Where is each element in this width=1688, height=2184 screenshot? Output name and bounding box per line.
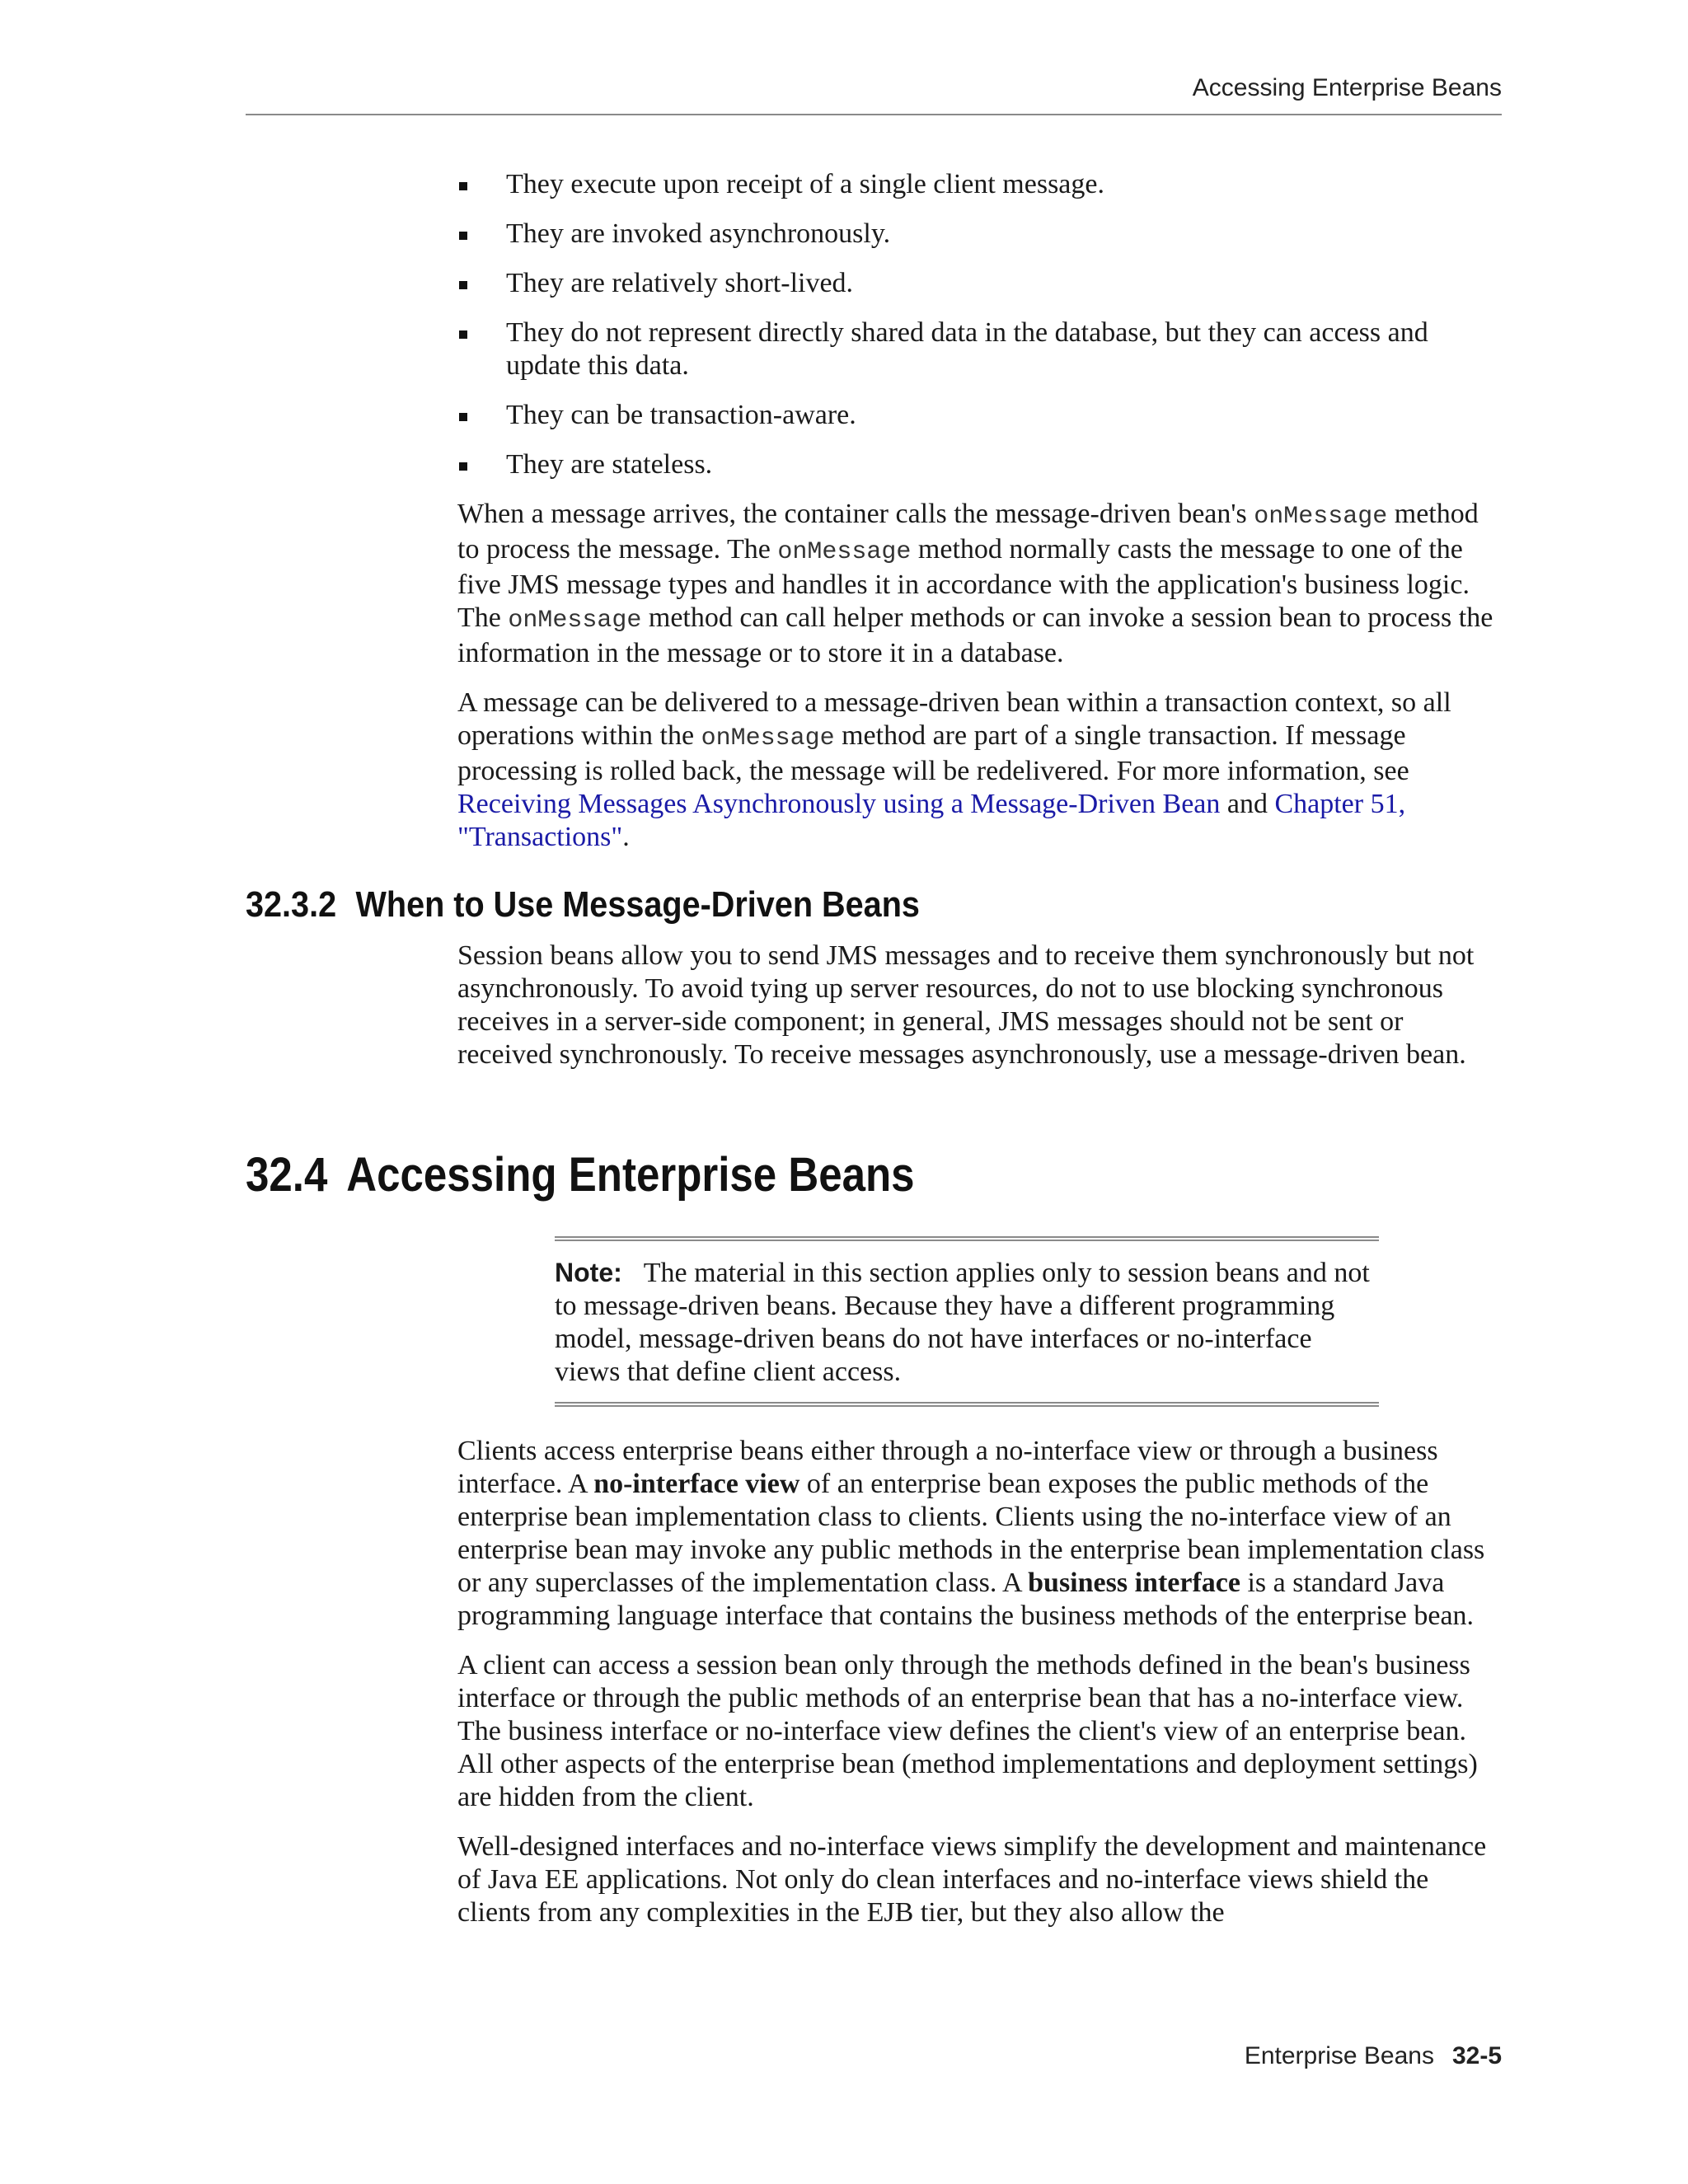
body-top <box>457 168 1502 870</box>
body-subsection <box>457 940 1502 1088</box>
note-box <box>555 1236 1379 1407</box>
section-heading: 32.4 Accessing Enterprise Beans <box>246 1148 915 1202</box>
paragraph-client-view: A client can access a session bean only through the methods defined in the bean's business interface or through the public methods of an enterprise bean that has a no-interface view. The business interface or no-interface view defines the client's view of an enterprise bean. All other aspects of the enterprise bean (method implementations and deployment settings) are hidden from the client. <box>457 1650 1478 1812</box>
bullet-list <box>457 168 1502 481</box>
square-bullet-icon <box>459 182 467 190</box>
page-footer <box>1245 2042 1502 2070</box>
square-bullet-icon <box>459 413 467 421</box>
page-number: 32-5 <box>1451 2042 1502 2069</box>
square-bullet-icon <box>459 232 467 240</box>
note-text: The material in this section applies only to session beans and not to message-driven beans. Because they have a different programming model, message-driven beans do not have interfaces or no-interface views that define client access. <box>555 1258 1370 1387</box>
list-item: They are relatively short-lived. <box>457 267 1502 300</box>
paragraph-when-to-use: Session beans allow you to send JMS messages and to receive them synchronously but not asynchronously. To avoid tying up server resources, do not to use blocking synchronous receives in a server-side component; in general, JMS messages should not be sent or received synchronously. To receive messages asynchronously, use a message-driven bean. <box>457 940 1475 1070</box>
note-label: Note: <box>555 1258 622 1287</box>
body-section <box>457 1435 1502 1946</box>
subsection-heading: 32.3.2 When to Use Message-Driven Beans <box>246 884 920 925</box>
paragraph-clients-access: Clients access enterprise beans either through a no-interface view or through a business interface. A no-interface view of an enterprise bean exposes the public methods of the enterprise bean implementation class to clients. Clients using the no-interface view of an enterprise bean may invoke any public methods in the enterprise bean implementation class or any superclasses of the implementation class. A business interface is a standard Java programming language interface that contains the business methods of the enterprise bean. <box>457 1436 1485 1631</box>
running-header-title: Accessing Enterprise Beans <box>1192 74 1502 101</box>
footer-label: Enterprise Beans <box>1244 2042 1434 2069</box>
square-bullet-icon <box>459 462 467 471</box>
list-item: They execute upon receipt of a single client message. <box>457 168 1502 201</box>
page-header <box>246 74 1502 115</box>
list-item: They do not represent directly shared data in the database, but they can access and update this data. <box>457 316 1502 382</box>
square-bullet-icon <box>459 330 467 339</box>
list-item: They can be transaction-aware. <box>457 399 1502 432</box>
list-item: They are stateless. <box>457 448 1502 481</box>
paragraph-transaction: A message can be delivered to a message-driven bean within a transaction context, so all operations within the onMessage method are part of a single transaction. If message processing is rolled back, the message will be redelivered. For more information, see Receiving Messages Asynchronously using a Message-Driven Bean and Chapter 51, "Transactions". <box>457 687 1451 852</box>
paragraph-well-designed: Well-designed interfaces and no-interface views simplify the development and maintenance of Java EE applications. Not only do clean interfaces and no-interface views shield the clients from any complexities in the EJB tier, but they also allow the <box>457 1831 1487 1928</box>
paragraph-onmessage: When a message arrives, the container calls the message-driven bean's onMessage method to process the message. The onMessage method normally casts the message to one of the five JMS message types and handles it in accordance with the application's business logic. The onMessage method can call helper methods or can invoke a session bean to process the information in the message or to store it in a database. <box>457 499 1493 668</box>
link-receiving-messages[interactable]: Receiving Messages Asynchronously using a Message-Driven Bean <box>457 789 1221 819</box>
list-item: They are invoked asynchronously. <box>457 218 1502 251</box>
link-chapter-51-transactions[interactable]: Chapter 51, "Transactions" <box>457 789 1406 852</box>
square-bullet-icon <box>459 281 467 289</box>
